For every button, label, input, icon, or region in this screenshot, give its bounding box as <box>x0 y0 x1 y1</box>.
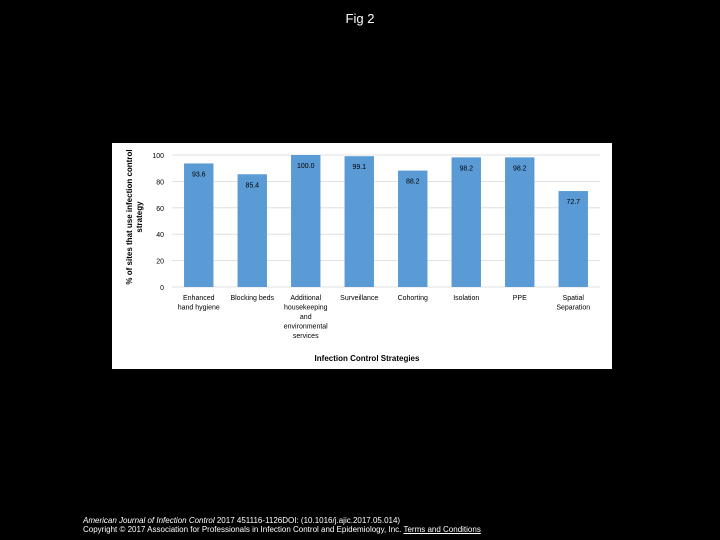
bar-value-label: 100.0 <box>296 163 315 170</box>
journal-name: American Journal of Infection Control <box>83 516 215 525</box>
y-tick-label: 40 <box>156 232 164 240</box>
bar-chart <box>112 143 612 369</box>
bar-value-label: 85.4 <box>245 182 260 190</box>
y-tick-label: 80 <box>156 179 164 187</box>
x-tick-label: PPE <box>512 295 527 302</box>
x-tick-label: Surveillance <box>340 295 379 302</box>
y-tick-layer <box>152 153 164 292</box>
x-axis-title: Infection Control Strategies <box>314 354 420 363</box>
bar-value-label: 98.2 <box>512 165 527 173</box>
bar-value-label: 72.7 <box>566 199 581 207</box>
x-tick-label: Additional housekeeping and environmental services <box>283 295 328 340</box>
bar <box>452 157 481 287</box>
bar-value-label: 93.6 <box>191 171 206 179</box>
x-tick-layer <box>178 295 591 340</box>
bar <box>505 157 534 287</box>
bar <box>184 163 213 287</box>
y-tick-label: 100 <box>152 153 164 160</box>
x-tick-label: Enhanced hand hygiene <box>177 295 220 312</box>
x-tick-label: Isolation <box>453 295 480 302</box>
terms-link[interactable]: Terms and Conditions <box>403 525 481 534</box>
x-tick-label: Blocking beds <box>230 295 275 302</box>
y-tick-label: 20 <box>156 258 164 266</box>
y-axis-title: % of sites that use infection controlstrategy <box>125 149 144 285</box>
y-axis-title-layer <box>125 149 144 284</box>
bar-layer <box>184 155 588 287</box>
bar <box>238 174 267 287</box>
bar-value-label: 98.2 <box>459 165 474 173</box>
bar <box>398 171 427 287</box>
bar-value-label: 88.2 <box>405 178 420 186</box>
y-tick-label: 60 <box>156 205 164 213</box>
grid-layer <box>172 155 600 287</box>
bar <box>291 155 320 287</box>
bar-value-label: 99.1 <box>352 164 367 172</box>
x-tick-label: Spatial Separation <box>556 295 591 312</box>
bar <box>345 156 374 287</box>
y-tick-label: 0 <box>160 285 164 292</box>
citation-text: 2017 451116-1126DOI: (10.1016/j.ajic.2017.05.014) <box>214 516 401 525</box>
figure-title: Fig 2 <box>345 11 375 26</box>
chart-panel <box>112 143 612 369</box>
x-tick-label: Cohorting <box>397 295 428 302</box>
citation-footer <box>83 516 683 534</box>
copyright-text: Copyright © 2017 Association for Professionals in Infection Control and Epidemiology, Inc. <box>83 525 402 534</box>
